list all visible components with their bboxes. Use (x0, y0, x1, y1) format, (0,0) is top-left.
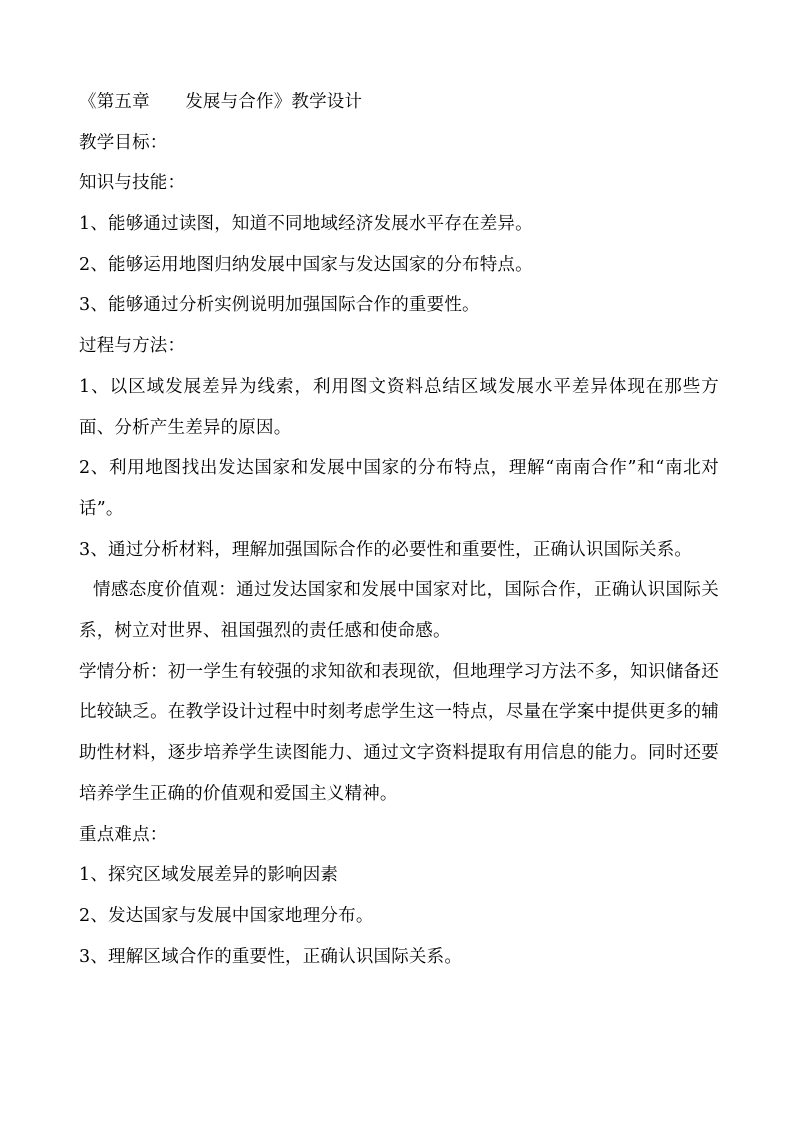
objectives-heading: 教学目标： (79, 132, 168, 153)
key-point-item: 2、发达国家与发展中国家地理分布。 (79, 905, 374, 926)
document-body (79, 82, 719, 977)
knowledge-item: 1、能够通过读图，知道不同地域经济发展水平存在差异。 (79, 214, 533, 235)
process-item: 2、利用地图找出发达国家和发展中国家的分布特点，理解“南南合作”和“南北对话”。 (79, 458, 719, 519)
document-title: 《第五章 发展与合作》教学设计 (79, 92, 363, 112)
learner-analysis-paragraph: 学情分析：初一学生有较强的求知欲和表现欲，但地理学习方法不多，知识储备还比较缺乏。在教学设计过程中时刻考虑学生这一特点，尽量在学案中提供更多的辅助性材料，逐步培养学生读图能力、通过文字资料提取有用信息的能力。同时还要培养学生正确的价值观和爱国主义精神。 (79, 661, 719, 804)
key-points-heading: 重点难点： (79, 824, 168, 845)
knowledge-heading: 知识与技能： (79, 173, 186, 194)
process-item: 1、以区域发展差异为线索，利用图文资料总结区域发展水平差异体现在那些方面、分析产生差异的原因。 (79, 376, 719, 438)
process-item: 3、通过分析材料，理解加强国际合作的必要性和重要性，正确认识国际关系。 (79, 539, 693, 560)
key-point-item: 1、探究区域发展差异的影响因素 (79, 865, 339, 886)
knowledge-item: 2、能够运用地图归纳发展中国家与发达国家的分布特点。 (79, 254, 533, 275)
emotion-paragraph: 情感态度价值观：通过发达国家和发展中国家对比，国际合作，正确认识国际关系，树立对世界、祖国强烈的责任感和使命感。 (79, 580, 719, 642)
process-heading: 过程与方法： (79, 336, 186, 357)
key-point-item: 3、理解区域合作的重要性，正确认识国际关系。 (79, 946, 463, 967)
knowledge-item: 3、能够通过分析实例说明加强国际合作的重要性。 (79, 295, 480, 316)
